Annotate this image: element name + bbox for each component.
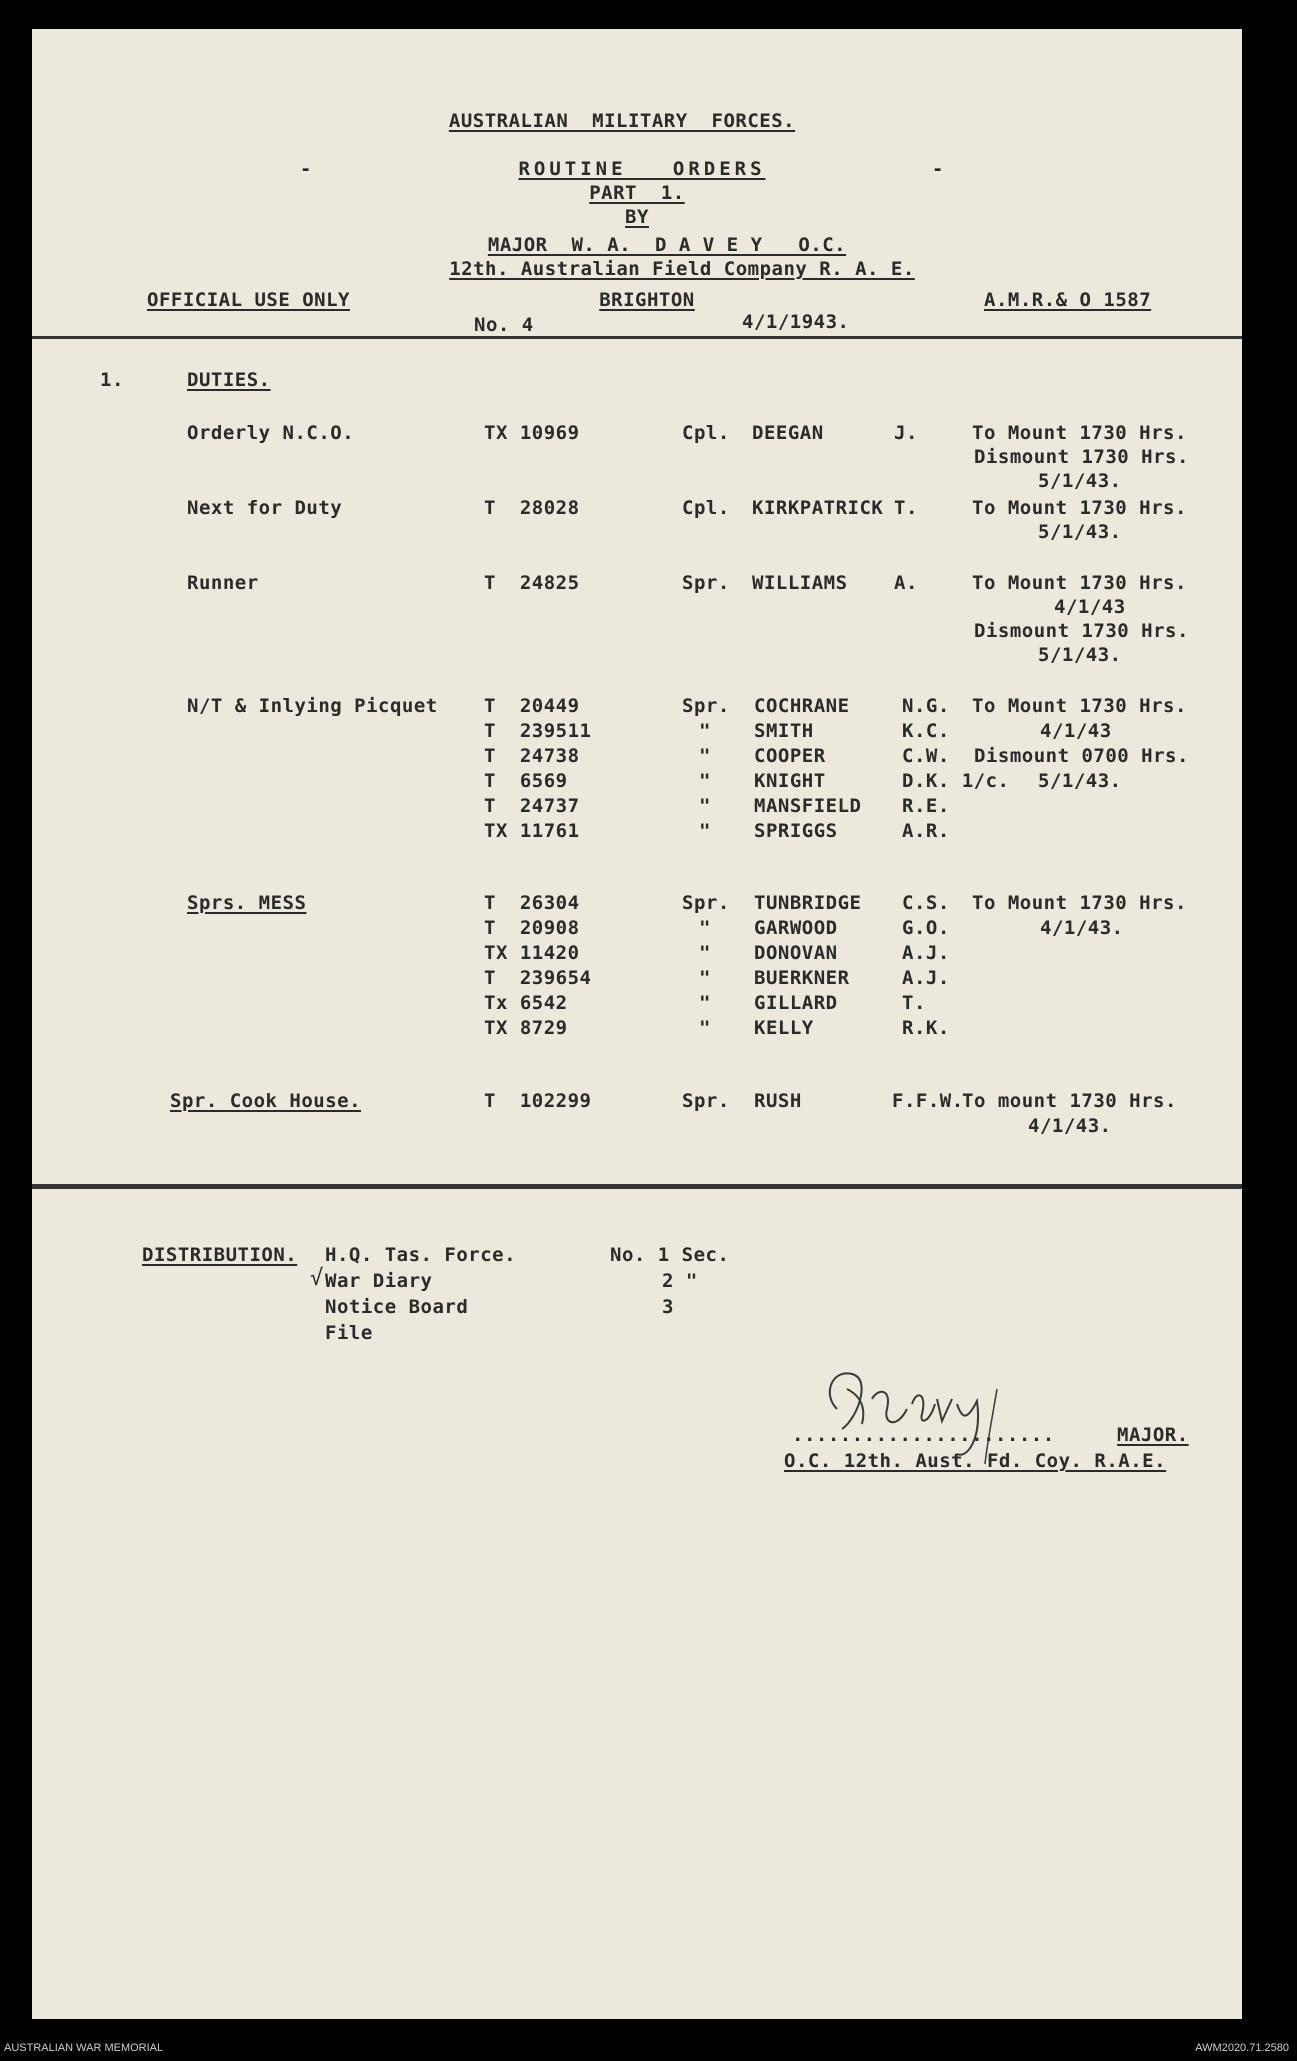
distribution-divider (32, 1184, 1242, 1189)
surname: BUERKNER (754, 967, 850, 989)
archive-reference: AWM2020.71.2580 (1195, 2042, 1289, 2054)
surname: KIRKPATRICK (752, 497, 884, 519)
surname: COOPER (754, 745, 826, 767)
service-number: TX 10969 (484, 422, 580, 444)
duty-date: 4/1/43. (1040, 917, 1124, 939)
rank: Spr. (682, 572, 730, 594)
rank: Spr. (682, 1090, 730, 1112)
initials: N.G. (902, 695, 950, 717)
duty-time: To Mount 1730 Hrs. (972, 422, 1187, 444)
initials: J. (894, 422, 918, 444)
initials: T. (894, 497, 918, 519)
surname: KELLY (754, 1017, 814, 1039)
service-number: T 26304 (484, 892, 580, 914)
section-number: 1. (100, 369, 124, 391)
service-number: T 239654 (484, 967, 592, 989)
service-number: T 24737 (484, 795, 580, 817)
surname: DONOVAN (754, 942, 838, 964)
initials: F.F.W. (892, 1090, 964, 1112)
header-by: BY (625, 206, 649, 228)
initials: T. (902, 992, 926, 1014)
header-forces: AUSTRALIAN MILITARY FORCES. (448, 110, 796, 132)
rank: " (699, 917, 711, 939)
surname: SMITH (754, 720, 814, 742)
duty-time: To Mount 1730 Hrs. (972, 892, 1187, 914)
header-dash-right: - (932, 158, 944, 180)
distribution-section: 3 (662, 1296, 674, 1318)
initials: R.E. (902, 795, 950, 817)
surname: RUSH (754, 1090, 802, 1112)
signature-title: O.C. 12th. Aust. Fd. Coy. R.A.E. (784, 1450, 1167, 1472)
distribution-item: File (325, 1322, 373, 1344)
duty-role: Next for Duty (187, 497, 343, 519)
surname: GILLARD (754, 992, 838, 1014)
archive-credit: AUSTRALIAN WAR MEMORIAL (4, 2042, 164, 2054)
header-location: BRIGHTON (599, 289, 695, 311)
rank: " (699, 795, 711, 817)
service-number: T 20908 (484, 917, 580, 939)
duty-time: Dismount 0700 Hrs. (974, 745, 1189, 767)
duty-role: Orderly N.C.O. (187, 422, 355, 444)
initials: A.J. (902, 942, 950, 964)
header-part: PART 1. (589, 182, 685, 204)
document-page (32, 29, 1242, 2019)
surname: MANSFIELD (754, 795, 862, 817)
duty-date: 5/1/43. (1038, 770, 1122, 792)
header-routine-orders: ROUTINE ORDERS (518, 158, 766, 180)
rank: " (699, 770, 711, 792)
surname: KNIGHT (754, 770, 826, 792)
duty-date: 5/1/43. (1038, 644, 1122, 666)
rank: Spr. (682, 892, 730, 914)
surname: GARWOOD (754, 917, 838, 939)
duty-role: Runner (187, 572, 259, 594)
duty-date: 4/1/43 (1040, 720, 1112, 742)
signature-dots: ...................... (792, 1424, 1055, 1446)
header-dash-left: - (300, 158, 312, 180)
surname: TUNBRIDGE (754, 892, 862, 914)
rank: " (699, 1017, 711, 1039)
order-number: No. 4 (474, 314, 534, 336)
rank: " (699, 745, 711, 767)
service-number: Tx 6542 (484, 992, 568, 1014)
service-number: T 102299 (484, 1090, 592, 1112)
surname: COCHRANE (754, 695, 850, 717)
amr-reference: A.M.R.& O 1587 (984, 289, 1152, 311)
duty-time: To Mount 1730 Hrs. (972, 572, 1187, 594)
duty-time: Dismount 1730 Hrs. (974, 446, 1189, 468)
duty-time: To Mount 1730 Hrs. (972, 695, 1187, 717)
initials: R.K. (902, 1017, 950, 1039)
distribution-label: DISTRIBUTION. (142, 1244, 298, 1266)
service-number: T 239511 (484, 720, 592, 742)
initials: A.J. (902, 967, 950, 989)
rank: " (699, 992, 711, 1014)
header-company: 12th. Australian Field Company R. A. E. (449, 258, 915, 280)
rank: Cpl. (682, 497, 730, 519)
service-number: T 24825 (484, 572, 580, 594)
distribution-section: No. 1 Sec. (610, 1244, 730, 1266)
duty-time: To Mount 1730 Hrs. (972, 497, 1187, 519)
duty-role: Sprs. MESS (187, 892, 307, 914)
rank: " (699, 820, 711, 842)
distribution-item: H.Q. Tas. Force. (325, 1244, 517, 1266)
order-date: 4/1/1943. (742, 311, 850, 333)
service-number: T 24738 (484, 745, 580, 767)
service-number: T 28028 (484, 497, 580, 519)
check-mark: √ (310, 1266, 324, 1291)
initials: D.K. 1/c. (902, 770, 1010, 792)
service-number: TX 11420 (484, 942, 580, 964)
header-divider (32, 336, 1242, 339)
rank: Spr. (682, 695, 730, 717)
duty-date: 4/1/43 (1054, 596, 1126, 618)
signature-rank: MAJOR. (1117, 1424, 1189, 1446)
surname: SPRIGGS (754, 820, 838, 842)
initials: A. (894, 572, 918, 594)
surname: DEEGAN (752, 422, 824, 444)
section-title: DUTIES. (187, 369, 271, 391)
service-number: TX 8729 (484, 1017, 568, 1039)
service-number: T 20449 (484, 695, 580, 717)
duty-role: Spr. Cook House. (170, 1090, 362, 1112)
initials: C.S. (902, 892, 950, 914)
header-major: MAJOR W. A. D A V E Y O.C. (487, 234, 847, 256)
duty-time: Dismount 1730 Hrs. (974, 620, 1189, 642)
rank: " (699, 720, 711, 742)
duty-date: 5/1/43. (1038, 521, 1122, 543)
surname: WILLIAMS (752, 572, 848, 594)
service-number: T 6569 (484, 770, 568, 792)
distribution-item: War Diary (325, 1270, 433, 1292)
duty-date: 5/1/43. (1038, 470, 1122, 492)
initials: G.O. (902, 917, 950, 939)
rank: " (699, 967, 711, 989)
duty-time: To mount 1730 Hrs. (962, 1090, 1177, 1112)
duty-date: 4/1/43. (1028, 1115, 1112, 1137)
initials: K.C. (902, 720, 950, 742)
initials: C.W. (902, 745, 950, 767)
service-number: TX 11761 (484, 820, 580, 842)
distribution-item: Notice Board (325, 1296, 469, 1318)
duty-role: N/T & Inlying Picquet (187, 695, 438, 717)
initials: A.R. (902, 820, 950, 842)
rank: " (699, 942, 711, 964)
official-use-only: OFFICIAL USE ONLY (147, 289, 350, 311)
rank: Cpl. (682, 422, 730, 444)
distribution-section: 2 " (662, 1270, 698, 1292)
